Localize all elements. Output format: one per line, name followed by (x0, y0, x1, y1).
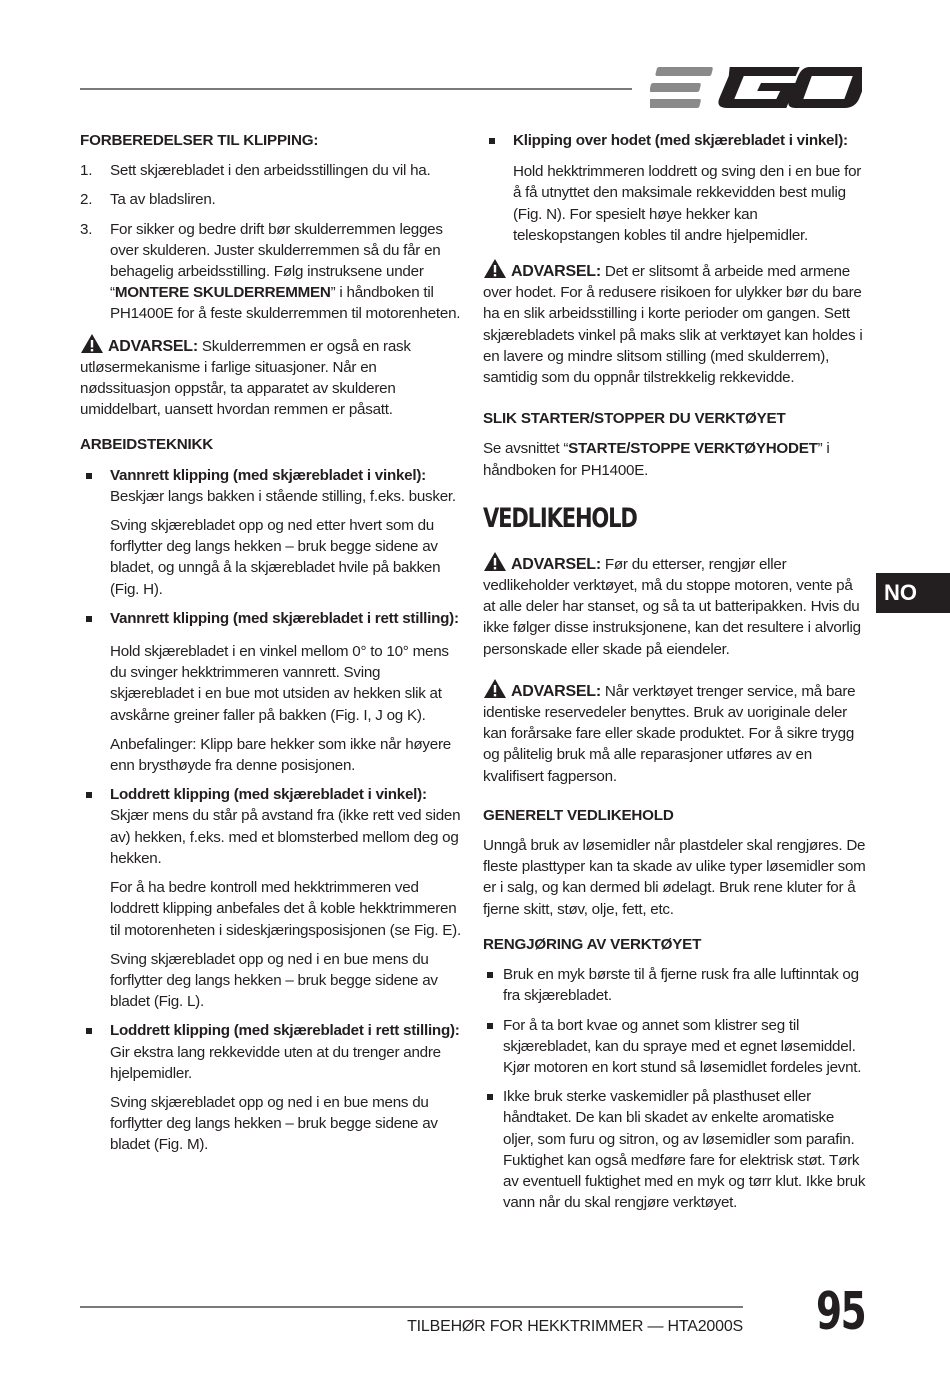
step-3 (80, 219, 464, 325)
technique-item (80, 784, 464, 869)
step-text-bold: MONTERE SKULDERREMMEN (114, 284, 331, 302)
technique-paragraph: Sving skjærebladet opp og ned i en bue mens du forflytter deg langs hekken – bruk begge sidene av bladet (Fig. M). (110, 1093, 438, 1154)
heading-start-stop: SLIK STARTER/STOPPER DU VERKTØYET (483, 410, 786, 428)
technique-text: Gir ekstra lang rekkevidde uten at du trenger andre hjelpemidler. (110, 1043, 441, 1082)
warning-text: Når verktøyet trenger service, må bare identiske reservedeler benyttes. Bruk av uoriginale deler kan forårsake fare eller skade produktet. For å sikre trygg og pålitelig bruk må alle reparasjoner utføres av en kvalifisert fagperson. (483, 682, 856, 785)
left-column (80, 130, 464, 1164)
warning-overhead (483, 258, 867, 388)
heading-cleaning: RENGJØRING AV VERKTØYET (483, 935, 702, 953)
technique-text: Skjær mens du står på avstand fra (ikke rett ved siden av) hekken, f.eks. med et blomsterbed mellom deg og hekken. (110, 807, 461, 867)
footer-title: TILBEHØR FOR HEKKTRIMMER — HTA2000S (407, 1318, 743, 1335)
warning-text: Skulderremmen er også en rask utløsermekanisme i farlige situasjoner. Når en nødssituasjon oppstår, ta apparatet av skulderen umiddelbart, uansett hvordan remmen er påsatt. (80, 337, 411, 419)
technique-title: Loddrett klipping (med skjærebladet i rett stilling): (110, 1022, 460, 1040)
bottom-rule (80, 1306, 743, 1308)
warning-label: ADVARSEL: (108, 337, 198, 355)
technique-paragraph: For å ha bedre kontroll med hekktrimmeren ved loddrett klipping anbefales det å koble hekktrimmeren til motorenheten i sideskjæringsposisjonen (se Fig. E). (110, 879, 461, 939)
warning-label: ADVARSEL: (511, 682, 601, 700)
step-number: 1. (80, 162, 93, 180)
warning-triangle-icon (80, 333, 104, 354)
language-tab: NO (876, 573, 950, 613)
section-title-maintenance: VEDLIKEHOLD (483, 502, 637, 534)
general-maintenance-text: Unngå bruk av løsemidler når plastdeler skal rengjøres. De fleste plasttyper kan ta skade av ulike typer løsemidler som er i salg, og kan dermed bli ødelagt. Bruk rene kluter for å fjerne skitt, støv, olje, fett, etc. (483, 837, 866, 918)
heading-work-technique: ARBEIDSTEKNIKK (80, 436, 214, 454)
technique-item (80, 608, 464, 629)
technique-title: Vannrett klipping (med skjærebladet i rett stilling): (110, 609, 459, 627)
step-text-pre: For sikker og bedre drift bør skulderremmen legges over skulderen. Juster skulderremmen så du får en behagelig arbeidsstilling. Følg instruksene under “ (110, 220, 443, 302)
warning-text: Det er slitsomt å arbeide med armene over hodet. For å redusere risikoen for ulykker bør du bare ha en slik arbeidsstilling i korte perioder om gangen. Sett skjærebladets vinkel på maks slik at verktøyet kan holdes i en lavere og mindre slitsom stilling (med skulderrem), samtidig som du oppnår tilstrekkelig rekkevidde. (483, 263, 863, 387)
warning-text: Før du etterser, rengjør eller vedlikeholder verktøyet, må du stoppe motoren, vente på at alle deler har stanset, og så ta ut batteripakken. Hvis du ikke følger disse instruksjonene, kan det resultere i alvorlig personskade eller skade på eiendeler. (483, 555, 861, 658)
step-number: 3. (80, 220, 93, 238)
technique-title: Vannrett klipping (med skjærebladet i vinkel): (110, 466, 426, 484)
step-number: 2. (80, 191, 93, 209)
technique-paragraph: Hold hekktrimmeren loddrett og sving den i en bue for å få utnyttet den maksimale rekkevidden best mulig (Fig. N). For spesielt høye hekker kan teleskopstangen kobles til andre hjelpemidler. (513, 163, 862, 244)
warning-service (483, 678, 867, 787)
warning-triangle-icon (483, 551, 507, 572)
start-stop-bold: STARTE/STOPPE VERKTØYHODET (568, 440, 818, 458)
start-stop-pre: Se avsnittet “ (483, 440, 569, 458)
technique-title: Klipping over hodet (med skjærebladet i vinkel): (513, 132, 848, 149)
technique-paragraph: Anbefalinger: Klipp bare hekker som ikke når høyere enn brysthøyde fra denne posisjonen. (110, 735, 451, 775)
step-1 (80, 160, 464, 181)
step-text: Sett skjærebladet i den arbeidsstillingen du vil ha. (110, 162, 431, 180)
step-text (110, 219, 464, 325)
technique-paragraph: Sving skjærebladet opp og ned i en bue mens du forflytter deg langs hekken – bruk begge sidene av bladet (Fig. L). (110, 950, 438, 1011)
ego-logo (650, 64, 862, 112)
technique-item (80, 465, 464, 507)
right-column (483, 130, 867, 1221)
step-2 (80, 189, 464, 210)
top-rule (80, 88, 632, 90)
heading-general-maintenance: GENERELT VEDLIKEHOLD (483, 806, 674, 824)
step-text: Ta av bladsliren. (110, 191, 216, 209)
warning-triangle-icon (483, 258, 507, 279)
cleaning-item: Bruk en myk børste til å fjerne rusk fra alle luftinntak og fra skjærebladet. (483, 964, 867, 1006)
start-stop-post: ” i håndboken for PH1400E. (483, 440, 830, 479)
warning-label: ADVARSEL: (511, 555, 601, 573)
cleaning-item: For å ta bort kvae og annet som klistrer seg til skjærebladet, kan du spraye med et egnet løsemiddel. Kjør motoren en kort stund så løsemidlet fordeles jevnt. (483, 1015, 867, 1079)
technique-text: Beskjær langs bakken i stående stilling, f.eks. busker. (110, 487, 456, 505)
technique-paragraph: Sving skjærebladet opp og ned etter hvert som du forflytter deg langs hekken – bruk begge sidene av bladet, og unngå å la skjærebladet hvile på bakken (Fig. H). (110, 517, 441, 598)
warning-shoulder-strap (80, 333, 464, 421)
warning-maintenance (483, 551, 867, 660)
warning-triangle-icon (483, 678, 507, 699)
warning-label: ADVARSEL: (511, 263, 601, 281)
heading-preparation: FORBEREDELSER TIL KLIPPING: (80, 132, 319, 149)
start-stop-text (483, 438, 867, 480)
page-number: 95 (816, 1282, 866, 1342)
technique-title: Loddrett klipping (med skjærebladet i vinkel): (110, 786, 427, 804)
technique-item (483, 130, 867, 151)
technique-item (80, 1020, 464, 1084)
technique-paragraph: Hold skjærebladet i en vinkel mellom 0° to 10° mens du svinger hekktrimmeren vannrett. Sving skjærebladet i en bue mot utsiden av hekken slik at avskårne greiner faller på bakken (Fig. I, J og K). (110, 643, 449, 724)
cleaning-item: Ikke bruk sterke vaskemidler på plasthuset eller håndtaket. De kan bli skadet av enkelte aromatiske oljer, som furu og sitron, og av løsemidler som parafin. Fuktighet kan også medføre fare for elektrisk støt. Tørk av eventuell fuktighet med en myk og tørr klut. Ikke bruk vann når du skal rengjøre verktøyet. (483, 1086, 867, 1213)
step-text-post: ” i håndboken til PH1400E for å feste skulderremmen til motorenheten. (110, 284, 461, 323)
